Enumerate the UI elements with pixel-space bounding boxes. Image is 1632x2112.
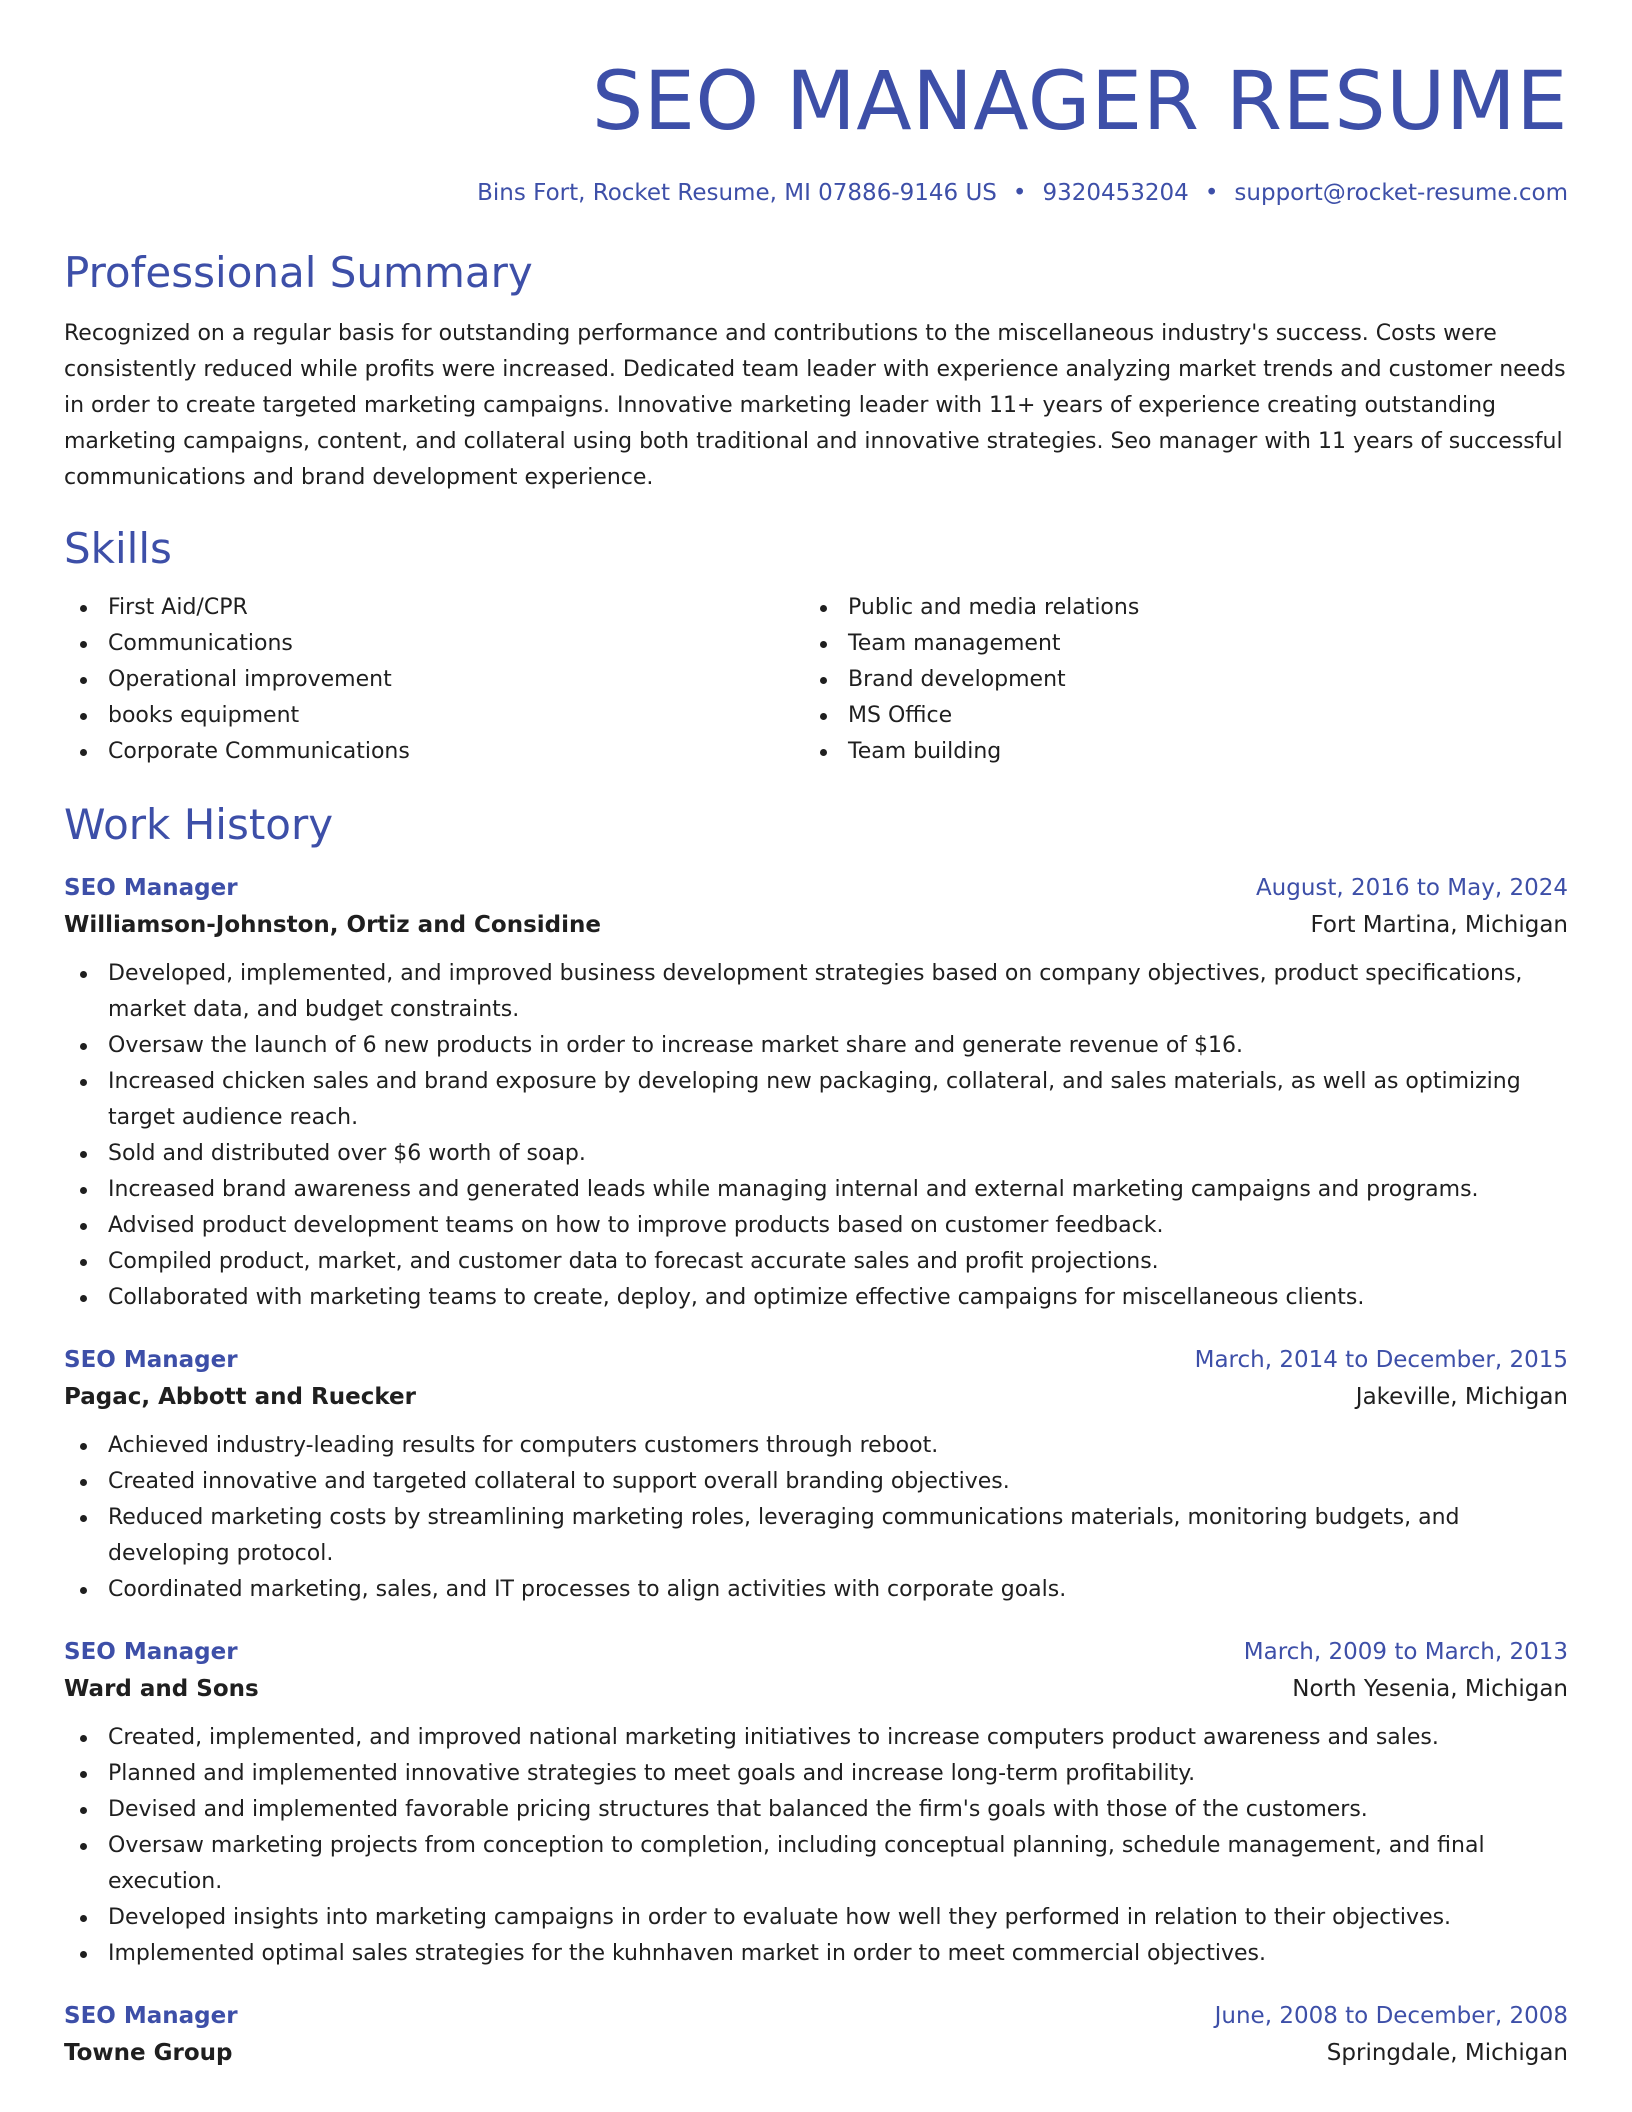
job-dates: March, 2014 to December, 2015 <box>1194 1347 1568 1373</box>
job-company: Towne Group <box>64 2040 233 2066</box>
contact-address: Bins Fort, Rocket Resume, MI 07886-9146 US <box>477 180 997 206</box>
job-location: North Yesenia, Michigan <box>1292 1676 1568 1702</box>
job-title-row <box>64 1634 1568 1670</box>
job-bullet: Created, implemented, and improved national marketing initiatives to increase computers product awareness and sales. <box>64 1720 1568 1756</box>
job-dates: August, 2016 to May, 2024 <box>1255 875 1568 901</box>
job-title: SEO Manager <box>64 1639 238 1665</box>
job-entry <box>64 870 1568 1316</box>
work-history-heading: Work History <box>64 800 334 849</box>
skill-item: Brand development <box>804 662 1544 698</box>
job-entry <box>64 1342 1568 1608</box>
skills-list-right <box>804 590 1544 770</box>
skills-list-left <box>64 590 804 770</box>
job-entry <box>64 1634 1568 1972</box>
skills-heading: Skills <box>64 524 172 573</box>
job-bullet: Devised and implemented favorable pricing structures that balanced the firm's goals with those of the customers. <box>64 1792 1568 1828</box>
skill-item: Operational improvement <box>64 662 804 698</box>
job-title-row <box>64 1998 1568 2034</box>
job-bullet: Increased chicken sales and brand exposure by developing new packaging, collateral, and sales materials, as well as optimizing target audience reach. <box>64 1064 1568 1136</box>
contact-separator: • <box>1204 180 1219 206</box>
job-bullet: Developed insights into marketing campaigns in order to evaluate how well they performed in relation to their objectives. <box>64 1900 1568 1936</box>
page-title: SEO MANAGER RESUME <box>591 55 1568 149</box>
job-bullet: Developed, implemented, and improved business development strategies based on company objectives, product specifications, market data, and budget constraints. <box>64 956 1568 1028</box>
skill-item: Team building <box>804 734 1544 770</box>
summary-text: Recognized on a regular basis for outstanding performance and contributions to the miscellaneous industry's success. Costs were consistently reduced while profits were increased. Dedicated team leader with experience analyzing market trends and customer needs in order to create targeted marketing campaigns. Innovative marketing leader with 11+ years of experience creating outstanding marketing campaigns, content, and collateral using both traditional and innovative strategies. Seo manager with 11 years of successful communications and brand development experience. <box>64 321 1566 490</box>
job-bullets <box>64 956 1568 1316</box>
skill-item: First Aid/CPR <box>64 590 804 626</box>
job-company: Pagac, Abbott and Ruecker <box>64 1384 416 1410</box>
job-bullet: Collaborated with marketing teams to create, deploy, and optimize effective campaigns for miscellaneous clients. <box>64 1280 1568 1316</box>
skills-grid <box>64 590 1568 770</box>
contact-phone: 9320453204 <box>1042 180 1189 206</box>
skill-item: books equipment <box>64 698 804 734</box>
job-bullet: Created innovative and targeted collateral to support overall branding objectives. <box>64 1464 1568 1500</box>
skill-item: MS Office <box>804 698 1544 734</box>
job-title: SEO Manager <box>64 2003 238 2029</box>
skill-item: Corporate Communications <box>64 734 804 770</box>
job-title: SEO Manager <box>64 1347 238 1373</box>
job-bullet: Sold and distributed over $6 worth of soap. <box>64 1136 1568 1172</box>
job-dates: June, 2008 to December, 2008 <box>1214 2003 1568 2029</box>
job-company-row <box>64 2034 1568 2072</box>
summary-heading: Professional Summary <box>64 248 533 297</box>
skill-item: Public and media relations <box>804 590 1544 626</box>
job-bullets <box>64 1428 1568 1608</box>
contact-separator: • <box>1012 180 1027 206</box>
job-bullet: Coordinated marketing, sales, and IT processes to align activities with corporate goals. <box>64 1572 1568 1608</box>
job-bullet: Increased brand awareness and generated leads while managing internal and external marketing campaigns and programs. <box>64 1172 1568 1208</box>
job-location: Jakeville, Michigan <box>1355 1384 1568 1410</box>
job-bullet: Implemented optimal sales strategies for the kuhnhaven market in order to meet commercial objectives. <box>64 1936 1568 1972</box>
contact-email: support@rocket-resume.com <box>1234 180 1568 206</box>
skill-item: Team management <box>804 626 1544 662</box>
job-location: Springdale, Michigan <box>1326 2040 1568 2066</box>
job-bullet: Reduced marketing costs by streamlining marketing roles, leveraging communications materials, monitoring budgets, and developing protocol. <box>64 1500 1568 1572</box>
job-bullet: Oversaw the launch of 6 new products in order to increase market share and generate revenue of $16. <box>64 1028 1568 1064</box>
resume-header <box>64 56 1568 208</box>
job-location: Fort Martina, Michigan <box>1310 912 1568 938</box>
job-title-row <box>64 1342 1568 1378</box>
job-company: Williamson-Johnston, Ortiz and Considine <box>64 912 601 938</box>
job-bullet: Achieved industry-leading results for computers customers through reboot. <box>64 1428 1568 1464</box>
skill-item: Communications <box>64 626 804 662</box>
job-company-row <box>64 1670 1568 1708</box>
job-company: Ward and Sons <box>64 1676 259 1702</box>
job-bullet: Planned and implemented innovative strategies to meet goals and increase long-term profitability. <box>64 1756 1568 1792</box>
job-bullets <box>64 1720 1568 1972</box>
contact-line <box>64 178 1568 208</box>
job-bullet: Advised product development teams on how to improve products based on customer feedback. <box>64 1208 1568 1244</box>
job-title: SEO Manager <box>64 875 238 901</box>
job-dates: March, 2009 to March, 2013 <box>1243 1639 1568 1665</box>
job-bullet: Oversaw marketing projects from conception to completion, including conceptual planning, schedule management, and final execution. <box>64 1828 1568 1900</box>
job-company-row <box>64 906 1568 944</box>
job-bullet: Compiled product, market, and customer data to forecast accurate sales and profit projections. <box>64 1244 1568 1280</box>
job-title-row <box>64 870 1568 906</box>
job-entry <box>64 1998 1568 2072</box>
job-company-row <box>64 1378 1568 1416</box>
